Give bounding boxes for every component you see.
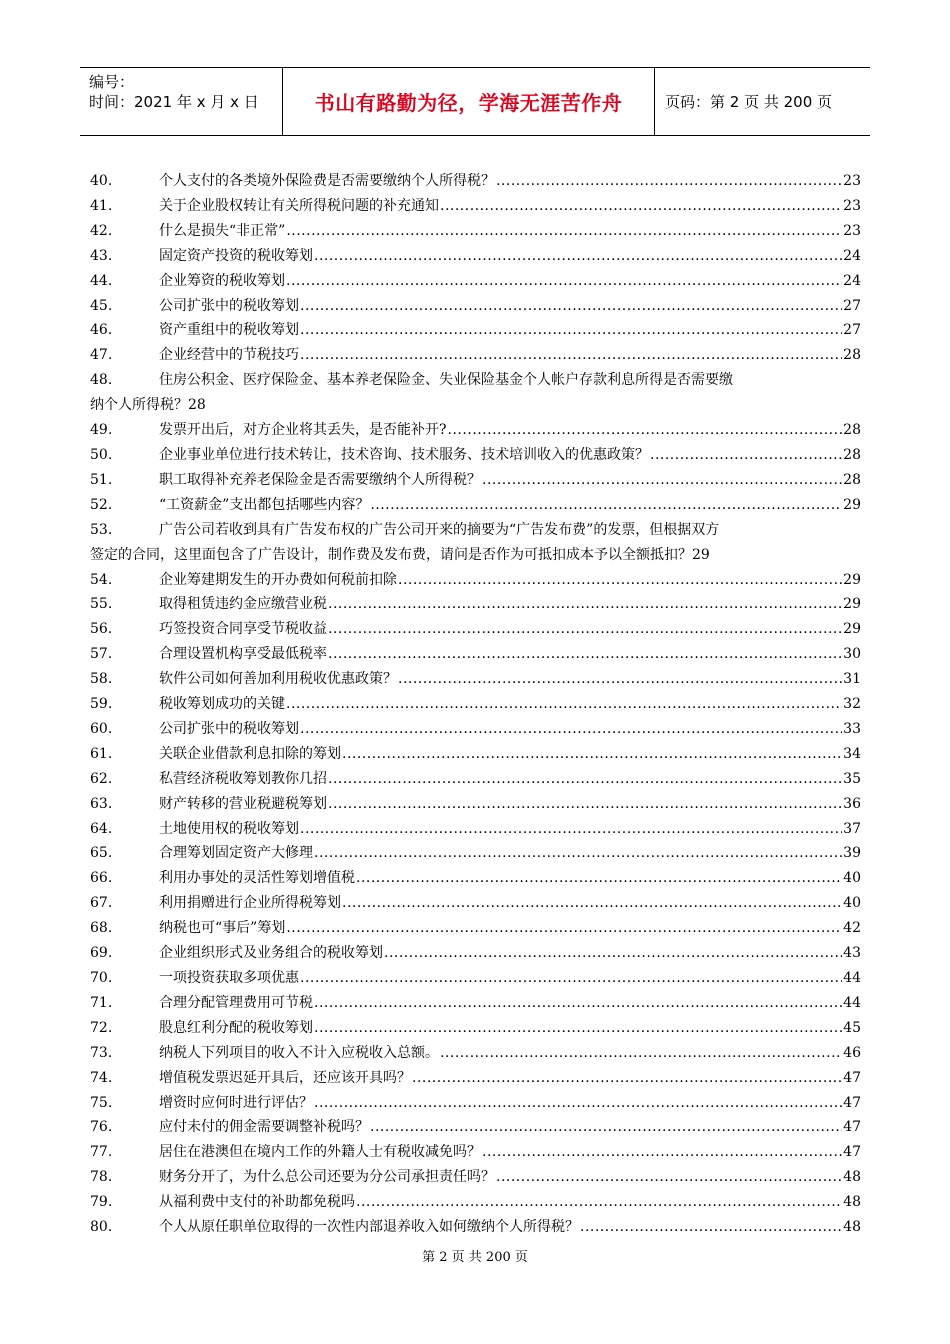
toc-entry[interactable] [90, 866, 861, 891]
toc-entry-title: 合理分配管理费用可节税 [159, 994, 313, 1011]
header-motto: 书山有路勤为径，学海无涯苦作舟 [283, 68, 655, 135]
toc-entry-page: 29 [843, 621, 861, 638]
toc-entry-title: “工资薪金”支出都包括哪些内容？ [159, 496, 370, 513]
toc-entry[interactable] [90, 418, 861, 443]
toc-entry-page: 47 [843, 1069, 861, 1086]
toc-leader-dots [370, 1115, 842, 1140]
toc-entry-page: 37 [843, 820, 861, 837]
toc-entry-page: 29 [692, 546, 710, 563]
toc-entry[interactable] [90, 742, 861, 767]
toc-entry[interactable] [90, 518, 861, 568]
toc-entry-title-continued: 签定的合同，这里面包含了广告设计，制作费及发布费，请问是否作为可抵扣成本予以全额抵扣？ [90, 546, 692, 563]
toc-leader-dots [314, 841, 842, 866]
toc-leader-dots [398, 667, 842, 692]
toc-entry[interactable] [90, 916, 861, 941]
toc-entry-title: 纳税也可“事后”筹划 [159, 920, 286, 937]
toc-entry[interactable] [90, 493, 861, 518]
toc-entry-page: 29 [843, 496, 861, 513]
toc-entry-number: 47. [90, 347, 113, 364]
toc-entry[interactable] [90, 1016, 861, 1041]
toc-entry-page: 35 [843, 770, 861, 787]
toc-entry-page: 45 [843, 1019, 861, 1036]
toc-leader-dots [384, 941, 842, 966]
toc-entry-title: 利用捐赠进行企业所得税筹划 [159, 895, 341, 912]
toc-entry-number: 50. [90, 446, 113, 463]
toc-entry-number: 60. [90, 720, 113, 737]
toc-entry-number: 48. [90, 372, 113, 389]
toc-entry-page: 44 [843, 970, 861, 986]
toc-entry-title: 利用办事处的灵活性筹划增值税 [159, 870, 355, 887]
toc-leader-dots [300, 717, 842, 742]
toc-entry[interactable] [90, 1190, 861, 1215]
toc-entry[interactable] [90, 368, 861, 418]
toc-leader-dots [356, 1190, 842, 1215]
toc-entry-page: 47 [843, 1144, 861, 1161]
toc-leader-dots [328, 767, 842, 792]
toc-entry-number: 55. [90, 596, 113, 613]
toc-entry-page: 43 [843, 945, 861, 962]
toc-entry-number: 65. [90, 845, 113, 862]
toc-leader-dots [328, 642, 842, 667]
toc-entry[interactable] [90, 617, 861, 642]
toc-entry-page: 23 [843, 173, 861, 189]
toc-entry[interactable] [90, 966, 861, 991]
toc-entry-title: 个人支付的各类境外保险费是否需要缴纳个人所得税？ [159, 173, 495, 189]
toc-entry-title: 发票开出后，对方企业将其丢失，是否能补开? [159, 422, 447, 439]
toc-entry-number: 54. [90, 571, 113, 588]
toc-entry-page: 23 [843, 222, 861, 239]
toc-entry-number: 79. [90, 1194, 113, 1211]
toc-entry-page: 42 [843, 920, 861, 937]
toc-entry-page: 48 [843, 1169, 861, 1186]
toc-entry-title: 企业筹建期发生的开办费如何税前扣除 [159, 571, 397, 588]
toc-entry-page: 23 [843, 197, 861, 214]
toc-leader-dots [356, 866, 842, 891]
toc-leader-dots [314, 1016, 842, 1041]
toc-entry[interactable] [90, 941, 861, 966]
toc-entry-number: 57. [90, 646, 113, 663]
toc-entry-number: 68. [90, 920, 113, 937]
toc-entry-number: 40. [90, 173, 113, 189]
toc-entry-page: 24 [843, 272, 861, 289]
toc-leader-dots [300, 817, 842, 842]
toc-entry[interactable] [90, 592, 861, 617]
toc-entry-number: 49. [90, 422, 113, 439]
toc-entry-number: 72. [90, 1019, 113, 1036]
toc-leader-dots [342, 742, 842, 767]
toc-entry-number: 74. [90, 1069, 113, 1086]
toc-entry-page: 47 [843, 1119, 861, 1136]
toc-entry-number: 52. [90, 496, 113, 513]
toc-entry[interactable] [90, 294, 861, 319]
toc-leader-dots [314, 244, 842, 269]
toc-leader-dots [300, 294, 842, 319]
toc-entry-title: 股息红利分配的税收筹划 [159, 1019, 313, 1036]
toc-entry[interactable] [90, 991, 861, 1016]
toc-entry-page: 28 [843, 471, 861, 488]
toc-leader-dots [328, 592, 842, 617]
toc-leader-dots [328, 617, 842, 642]
toc-leader-dots [440, 1041, 842, 1066]
toc-entry-page: 40 [843, 895, 861, 912]
toc-leader-dots [482, 1140, 842, 1165]
toc-entry-title: 广告公司若收到具有广告发布权的广告公司开来的摘要为“广告发布费”的发票，但根据双方 [159, 521, 720, 538]
toc-entry-title: 资产重组中的税收筹划 [159, 322, 299, 339]
toc-entry[interactable] [90, 717, 861, 742]
toc-entry-number: 75. [90, 1094, 113, 1111]
toc-entry-title: 增值税发票迟延开具后，还应该开具吗？ [159, 1069, 411, 1086]
toc-entry[interactable] [90, 1165, 861, 1190]
toc-entry-number: 43. [90, 247, 113, 264]
toc-entry-number: 62. [90, 770, 113, 787]
toc-entry-page: 47 [843, 1094, 861, 1111]
toc-entry-page: 29 [843, 571, 861, 588]
toc-entry[interactable] [90, 692, 861, 717]
toc-entry-title: 私营经济税收筹划教你几招 [159, 770, 327, 787]
toc-entry[interactable] [90, 318, 861, 343]
toc-entry-title: 企业事业单位进行技术转让，技术咨询、技术服务、技术培训收入的优惠政策？ [159, 446, 649, 463]
toc-entry[interactable] [90, 667, 861, 692]
toc-entry-title: 企业筹资的税收筹划 [159, 272, 285, 289]
toc-entry-number: 61. [90, 745, 113, 762]
toc-entry-page: 33 [843, 720, 861, 737]
toc-entry-title: 财产转移的营业税避税筹划 [159, 795, 327, 812]
toc-leader-dots [314, 991, 842, 1016]
toc-entry-number: 76. [90, 1119, 113, 1136]
toc-entry-page: 40 [843, 870, 861, 887]
toc-entry[interactable] [90, 1115, 861, 1140]
toc-leader-dots [580, 1215, 842, 1240]
toc-entry-number: 53. [90, 521, 113, 538]
toc-entry[interactable] [90, 269, 861, 294]
toc-leader-dots [286, 269, 842, 294]
toc-entry-number: 44. [90, 272, 113, 289]
toc-entry-title: 关于企业股权转让有关所得税问题的补充通知 [159, 197, 439, 214]
toc-leader-dots [448, 418, 843, 443]
toc-entry-title: 税收筹划成功的关键 [159, 696, 285, 713]
toc-entry[interactable] [90, 841, 861, 866]
toc-entry-title: 公司扩张中的税收筹划 [159, 720, 299, 737]
toc-entry-title: 关联企业借款利息扣除的筹划 [159, 745, 341, 762]
toc-entry[interactable] [90, 468, 861, 493]
toc-entry-number: 73. [90, 1044, 113, 1061]
toc-entry-page: 31 [843, 671, 861, 688]
toc-entry-title: 纳税人下列项目的收入不计入应税收入总额。 [159, 1044, 439, 1061]
toc-leader-dots [328, 792, 842, 817]
toc-entry-title: 巧签投资合同享受节税收益 [159, 621, 327, 638]
toc-leader-dots [650, 443, 842, 468]
toc-leader-dots [300, 343, 842, 368]
toc-leader-dots [496, 169, 842, 194]
toc-entry-title: 居住在港澳但在境内工作的外籍人士有税收减免吗？ [159, 1144, 481, 1161]
toc-entry[interactable] [90, 1066, 861, 1091]
toc-entry-number: 42. [90, 222, 113, 239]
toc-entry-page: 28 [843, 422, 861, 439]
header-number-label: 编号： [89, 73, 135, 91]
toc-entry-number: 59. [90, 696, 113, 713]
toc-entry-page: 48 [843, 1219, 861, 1236]
toc-entry[interactable] [90, 767, 861, 792]
toc-entry[interactable] [90, 443, 861, 468]
toc-entry-page: 48 [843, 1194, 861, 1211]
toc-entry[interactable] [90, 169, 861, 194]
toc-entry-number: 46. [90, 322, 113, 339]
page-footer: 第 2 页 共 200 页 [422, 1250, 528, 1265]
toc-leader-dots [286, 692, 842, 717]
toc-entry-title: 取得租赁违约金应缴营业税 [159, 596, 327, 613]
toc-entry-number: 80. [90, 1219, 113, 1236]
toc-entry-title: 住房公积金、医疗保险金、基本养老保险金、失业保险基金个人帐户存款利息所得是否需要缴 [159, 372, 733, 389]
toc-entry-number: 64. [90, 820, 113, 837]
toc-entry-page: 27 [843, 322, 861, 339]
toc-leader-dots [314, 1091, 842, 1116]
toc-entry-title: 合理设置机构享受最低税率 [159, 646, 327, 663]
toc-entry-title: 公司扩张中的税收筹划 [159, 297, 299, 314]
toc-entry[interactable] [90, 817, 861, 842]
toc-entry-title: 软件公司如何善加利用税收优惠政策？ [159, 671, 397, 688]
toc-entry[interactable] [90, 792, 861, 817]
toc-leader-dots [440, 194, 842, 219]
toc-entry-title: 企业经营中的节税技巧 [159, 347, 299, 364]
toc-entry-number: 41. [90, 197, 113, 214]
toc-entry-number: 69. [90, 945, 113, 962]
toc-entry-title-continued: 纳个人所得税？ [90, 397, 188, 414]
toc-leader-dots [370, 493, 842, 518]
toc-entry-title: 固定资产投资的税收筹划 [159, 247, 313, 264]
toc-entry-number: 70. [90, 970, 113, 986]
toc-entry[interactable] [90, 891, 861, 916]
toc-entry-page: 28 [843, 446, 861, 463]
toc-entry-title: 一项投资获取多项优惠 [159, 970, 299, 986]
toc-entry-title: 职工取得补充养老保险金是否需要缴纳个人所得税？ [159, 471, 481, 488]
toc-entry-page: 27 [843, 297, 861, 314]
toc-leader-dots [412, 1066, 842, 1091]
toc-entry-title: 增资时应何时进行评估？ [159, 1094, 313, 1111]
toc-entry-title: 土地使用权的税收筹划 [159, 820, 299, 837]
toc-entry-number: 77. [90, 1144, 113, 1161]
toc-leader-dots [496, 1165, 842, 1190]
toc-entry-number: 58. [90, 671, 113, 688]
toc-entry-page: 34 [843, 745, 861, 762]
toc-entry-page: 46 [843, 1044, 861, 1061]
toc-entry-number: 66. [90, 870, 113, 887]
toc-entry-page: 32 [843, 696, 861, 713]
page-header [80, 67, 870, 136]
toc-entry-page: 44 [843, 994, 861, 1011]
toc-entry-page: 24 [843, 247, 861, 264]
toc-entry[interactable] [90, 568, 861, 593]
toc-entry[interactable] [90, 244, 861, 269]
toc-leader-dots [482, 468, 842, 493]
header-time-label: 时间：2021 年 x 月 x 日 [89, 93, 259, 111]
toc-entry-page: 36 [843, 795, 861, 812]
toc-entry-title: 个人从原任职单位取得的一次性内部退养收入如何缴纳个人所得税？ [159, 1219, 579, 1236]
table-of-contents [90, 169, 861, 1240]
toc-leader-dots [398, 568, 842, 593]
toc-entry-number: 51. [90, 471, 113, 488]
toc-leader-dots [300, 966, 842, 991]
toc-entry-page: 28 [843, 347, 861, 364]
toc-leader-dots [286, 219, 842, 244]
toc-entry-title: 合理筹划固定资产大修理 [159, 845, 313, 862]
toc-entry-number: 71. [90, 994, 113, 1011]
toc-entry[interactable] [90, 1140, 861, 1165]
toc-entry-page: 39 [843, 845, 861, 862]
toc-entry[interactable] [90, 219, 861, 244]
toc-entry-page: 29 [843, 596, 861, 613]
header-page-info: 页码：第 2 页 共 200 页 [665, 93, 833, 111]
toc-entry-number: 56. [90, 621, 113, 638]
toc-entry-number: 63. [90, 795, 113, 812]
toc-entry[interactable] [90, 1091, 861, 1116]
toc-entry[interactable] [90, 343, 861, 368]
toc-entry-title: 什么是损失“非正常” [159, 222, 286, 239]
toc-entry-page: 30 [843, 646, 861, 663]
toc-entry[interactable] [90, 642, 861, 667]
toc-entry-number: 67. [90, 895, 113, 912]
toc-entry[interactable] [90, 1041, 861, 1066]
toc-leader-dots [286, 916, 842, 941]
toc-entry[interactable] [90, 194, 861, 219]
toc-entry-title: 财务分开了，为什么总公司还要为分公司承担责任吗？ [159, 1169, 495, 1186]
toc-entry-title: 从福利费中支付的补助都免税吗 [159, 1194, 355, 1211]
toc-entry-number: 78. [90, 1169, 113, 1186]
toc-entry-title: 企业组织形式及业务组合的税收筹划 [159, 945, 383, 962]
toc-entry[interactable] [90, 1215, 861, 1240]
toc-entry-page: 28 [188, 397, 206, 414]
toc-leader-dots [342, 891, 842, 916]
toc-entry-number: 45. [90, 297, 113, 314]
header-meta [80, 68, 283, 135]
toc-entry-title: 应付未付的佣金需要调整补税吗？ [159, 1119, 369, 1136]
toc-leader-dots [300, 318, 842, 343]
